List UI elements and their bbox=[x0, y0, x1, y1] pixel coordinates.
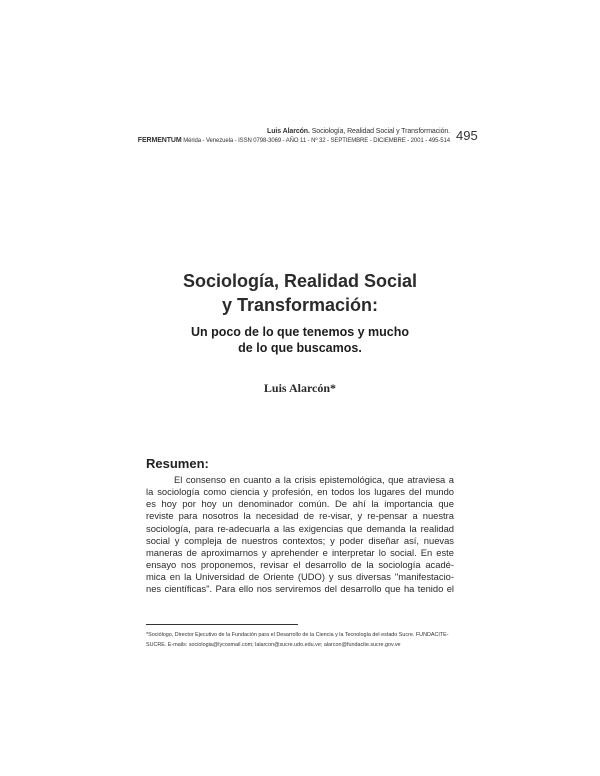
abstract-body bbox=[146, 474, 454, 595]
header-article-title: Sociología, Realidad Social y Transformación. bbox=[311, 128, 450, 135]
abstract-line: la sociología como ciencia y profesión, en todos los lugares del mundo bbox=[146, 486, 454, 498]
article-author: Luis Alarcón* bbox=[263, 381, 337, 395]
article-title-line-1: Sociología, Realidad Social bbox=[182, 271, 418, 291]
abstract-line: ensayo nos proponemos, revisar el desarrollo de la sociología acadé- bbox=[146, 558, 454, 570]
abstract-line: reviste para nosotros la necesidad de re-visar, y re-pensar a nuestra bbox=[146, 510, 454, 522]
author-footnote bbox=[146, 631, 460, 650]
running-header-citation bbox=[267, 127, 450, 136]
header-author: Luis Alarcón. bbox=[267, 128, 310, 135]
header-journal-details: Mérida - Venezuela - ISSN 0798-3069 - AÑO 11 - Nº 32 - SEPTIEMBRE - DICIEMBRE - 2001 - 495-514 bbox=[183, 138, 450, 144]
abstract-heading: Resumen: bbox=[146, 456, 209, 471]
article-subtitle-line-1: Un poco de lo que tenemos y mucho bbox=[190, 325, 410, 339]
abstract-line: maneras de aproximarnos y aprehender e interpretar lo social. En este bbox=[146, 546, 454, 558]
footnote-line-1: *Sociólogo, Director Ejecutivo de la Fundación para el Desarrollo de la Ciencia y la Tecnología del estado Sucre. FUNDACITE- bbox=[146, 632, 449, 638]
abstract-line: nes científicas". Para ello nos serviremos del desarrollo que ha tenido el bbox=[146, 583, 454, 595]
footnote-divider bbox=[146, 624, 298, 625]
article-title-line-2: y Transformación: bbox=[221, 295, 379, 315]
abstract-line: El consenso en cuanto a la crisis epistemológica, que atraviesa a bbox=[174, 474, 454, 485]
abstract-line: sociología, para re-adecuarla a las exigencias que demanda la realidad bbox=[146, 522, 454, 534]
abstract-line: social y compleja de nuestros contextos; y poder diseñar así, nuevas bbox=[146, 534, 454, 546]
header-journal-name: FERMENTUM bbox=[137, 137, 182, 144]
footnote-line-2: SUCRE. E-mails: sociologia@lycosmail.com; lalarcon@sucre.udo.edu.ve; alarcon@fundacite.sucre.gov.ve bbox=[146, 641, 401, 648]
running-header-journal bbox=[138, 136, 450, 146]
abstract-line: es hoy por hoy un denominador común. De ahí la importancia que bbox=[146, 498, 454, 510]
abstract-line: mica en la Universidad de Oriente (UDO) y sus diversas "manifestacio- bbox=[146, 571, 454, 583]
page-number: 495 bbox=[456, 128, 478, 143]
article-subtitle-line-2: de lo que buscamos. bbox=[238, 341, 362, 355]
